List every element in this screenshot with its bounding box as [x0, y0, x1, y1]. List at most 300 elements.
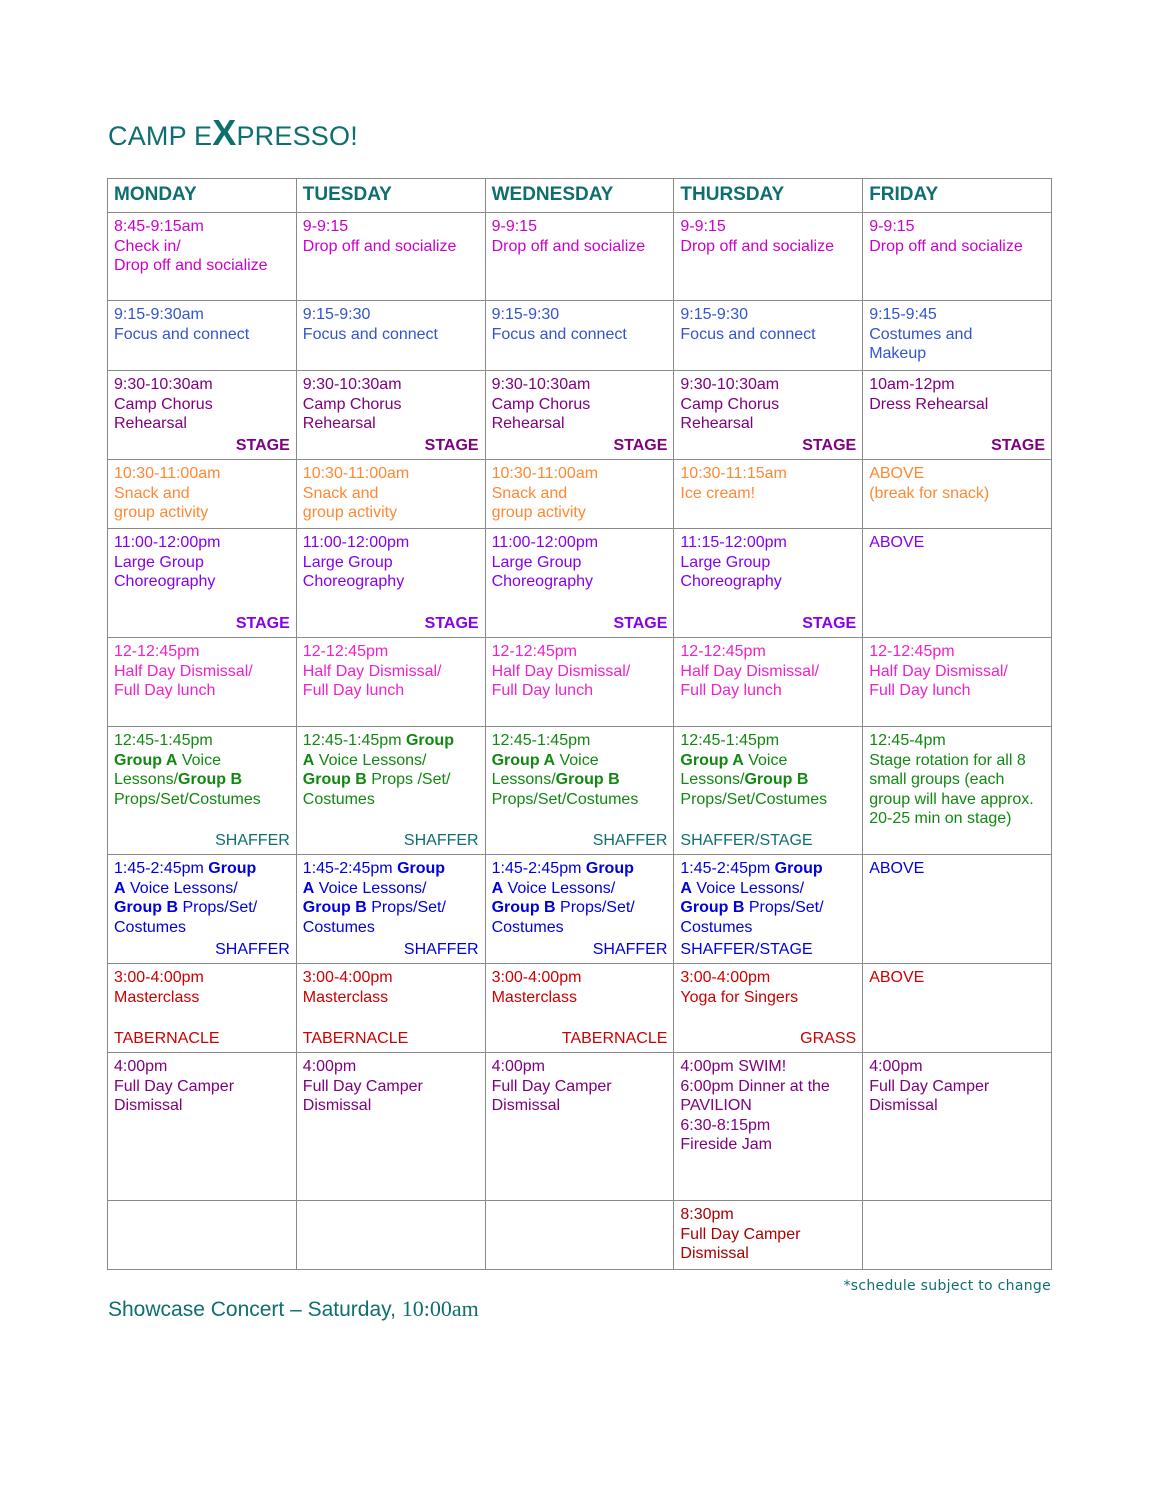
cell-line [303, 770, 479, 790]
cell-line: ABOVE [869, 465, 925, 482]
cell-line: small groups (each [869, 771, 1005, 788]
schedule-cell [296, 964, 485, 1053]
cell-line: Stage rotation for all 8 [869, 751, 1026, 769]
cell-text: Voice [177, 751, 221, 769]
cell-text: 1:45-2:45pm [491, 860, 586, 877]
schedule-cell [863, 964, 1052, 1053]
schedule-cell [863, 371, 1052, 460]
page-title [108, 112, 358, 154]
cell-line: Yoga for Singers [680, 988, 799, 1006]
cell-text: Voice Lessons/ [314, 751, 427, 769]
cell-line: 9:15-9:30 [680, 306, 748, 323]
cell-line: Dress Rehearsal [869, 395, 989, 413]
cell-line: Large Group [491, 553, 582, 571]
cell-line: 8:30pm [680, 1206, 734, 1223]
cell-line: 4:00pm [302, 1058, 357, 1075]
schedule-cell [296, 460, 485, 529]
cell-line: 9-9:15 [491, 218, 537, 235]
cell-text: Costumes [491, 918, 564, 936]
schedule-cell [296, 213, 485, 301]
cell-line: Costumes and [869, 325, 973, 343]
title-part-1: CAMP E [108, 121, 213, 151]
schedule-cell [674, 301, 863, 371]
cell-line: Dismissal [114, 1097, 183, 1114]
cell-text: Group [585, 860, 634, 877]
cell-line: Drop off and socialize [869, 237, 1023, 255]
schedule-cell [485, 371, 674, 460]
schedule-cell [296, 529, 485, 638]
cell-line: Focus and connect [114, 325, 250, 343]
schedule-cell [485, 1201, 674, 1270]
cell-text: 12:45-1:45pm [680, 732, 780, 749]
cell-text: Props/Set/Costumes [114, 790, 261, 808]
schedule-row [108, 460, 1052, 529]
location-label: SHAFFER [592, 831, 668, 849]
cell-text: Voice Lessons/ [691, 879, 805, 897]
schedule-cell [863, 1201, 1052, 1270]
cell-line: Drop off and socialize [302, 237, 457, 255]
cell-line: Full Day lunch [114, 682, 216, 699]
schedule-cell [108, 371, 297, 460]
location-label: STAGE [802, 614, 857, 632]
schedule-cell [296, 855, 485, 964]
schedule-cell [108, 301, 297, 371]
cell-line: ABOVE [869, 534, 925, 551]
cell-line [492, 731, 668, 751]
cell-line [680, 751, 856, 771]
location-label: TABERNACLE [114, 1029, 220, 1047]
cell-text: A [302, 879, 315, 897]
schedule-cell [108, 1053, 297, 1201]
cell-text: Props/Set/ [178, 899, 258, 916]
cell-line: 12-12:45pm [302, 643, 389, 660]
cell-line: Half Day Dismissal/ [680, 662, 820, 680]
cell-line [680, 731, 856, 751]
cell-text: Group B [302, 899, 367, 916]
schedule-cell [863, 529, 1052, 638]
cell-text: A [491, 879, 504, 897]
cell-text: 1:45-2:45pm [302, 860, 398, 877]
cell-line [492, 790, 668, 810]
schedule-cell [485, 964, 674, 1053]
cell-line [303, 751, 479, 771]
cell-line: Dismissal [680, 1245, 749, 1262]
cell-line [680, 859, 856, 879]
cell-line: 9:15-9:30am [114, 306, 204, 323]
cell-line: 9:15-9:45 [869, 306, 937, 323]
cell-text: 12:45-1:45pm [302, 732, 406, 749]
title-part-2: PRESSO! [236, 121, 358, 151]
location-label: STAGE [991, 436, 1045, 454]
cell-line: 11:15-12:00pm [680, 534, 787, 551]
location-label: STAGE [802, 436, 857, 454]
cell-text: Group B [114, 899, 178, 916]
cell-text: Voice [743, 751, 788, 769]
schedule-cell [108, 213, 297, 301]
cell-line [680, 770, 856, 790]
cell-line: Drop off and socialize [491, 237, 646, 255]
cell-line: Dismissal [491, 1097, 561, 1114]
cell-line: Camp Chorus [680, 395, 780, 413]
schedule-cell [108, 529, 297, 638]
cell-line: 10:30-11:00am [302, 465, 410, 482]
cell-text: 12:45-1:45pm [491, 732, 591, 749]
cell-line [680, 790, 856, 810]
cell-line: 9:30-10:30am [491, 376, 591, 393]
schedule-row [108, 371, 1052, 460]
schedule-table [107, 178, 1052, 1270]
schedule-row [108, 1201, 1052, 1270]
schedule-cell [674, 638, 863, 727]
schedule-cell [485, 727, 674, 855]
footer-time: 10:00am [401, 1296, 479, 1321]
location-label: SHAFFER [592, 940, 668, 958]
cell-line: 20-25 min on stage) [869, 810, 1012, 827]
schedule-cell [863, 1053, 1052, 1201]
cell-line: 9-9:15 [869, 218, 915, 235]
cell-text: Voice Lessons/ [503, 879, 616, 897]
cell-line: Rehearsal [302, 415, 376, 432]
location-label: STAGE [424, 436, 479, 454]
cell-line [114, 879, 290, 899]
cell-line: Full Day Camper [491, 1077, 612, 1095]
cell-text: Group B [744, 771, 809, 788]
cell-line: 6:30-8:15pm [680, 1116, 771, 1134]
location-label: STAGE [424, 614, 479, 632]
cell-line [303, 898, 479, 918]
cell-line: Camp Chorus [302, 395, 402, 413]
schedule-cell [674, 964, 863, 1053]
location-label: STAGE [235, 436, 290, 454]
cell-line: (break for snack) [869, 484, 990, 502]
day-header: TUESDAY [296, 179, 485, 213]
cell-text: Group B [302, 771, 367, 788]
location-label: STAGE [235, 614, 290, 632]
cell-line [680, 879, 856, 899]
cell-text: Voice Lessons/ [314, 879, 427, 897]
cell-line: Full Day Camper [680, 1225, 801, 1243]
schedule-cell [296, 301, 485, 371]
cell-text: Costumes [302, 918, 375, 936]
cell-line: Full Day lunch [680, 682, 782, 699]
cell-line: Choreography [680, 573, 782, 590]
schedule-cell [674, 1201, 863, 1270]
cell-line: 3:00-4:00pm [114, 969, 204, 986]
schedule-cell [863, 727, 1052, 855]
cell-line: Large Group [302, 553, 393, 571]
cell-line [680, 918, 856, 938]
schedule-cell [674, 1053, 863, 1201]
schedule-cell [863, 460, 1052, 529]
location-label: STAGE [613, 436, 668, 454]
cell-line: Full Day lunch [491, 682, 593, 699]
cell-line [114, 898, 290, 918]
cell-line: Rehearsal [680, 415, 754, 432]
cell-line: 12-12:45pm [114, 643, 200, 660]
cell-line [114, 770, 290, 790]
cell-line: Masterclass [114, 988, 200, 1006]
cell-line [114, 731, 290, 751]
cell-line: Makeup [869, 345, 927, 362]
schedule-cell [485, 460, 674, 529]
title-x: X [212, 112, 237, 153]
location-label: TABERNACLE [561, 1029, 668, 1047]
cell-line: group activity [491, 504, 586, 521]
schedule-cell [296, 371, 485, 460]
cell-text: Group [397, 860, 446, 877]
cell-text: 1:45-2:45pm [114, 860, 209, 877]
schedule-row [108, 638, 1052, 727]
cell-line: group activity [114, 504, 209, 521]
cell-text: Props /Set/ [366, 771, 451, 788]
cell-line: 9:15-9:30 [302, 306, 371, 323]
cell-line: Full Day Camper [302, 1077, 423, 1095]
schedule-cell [863, 301, 1052, 371]
cell-line: Masterclass [302, 988, 389, 1006]
cell-line: Drop off and socialize [680, 237, 834, 255]
cell-line: 6:00pm Dinner at the [680, 1077, 830, 1095]
location-label: GRASS [800, 1029, 857, 1047]
schedule-cell [108, 964, 297, 1053]
cell-line: 4:00pm [114, 1058, 168, 1075]
schedule-row [108, 1053, 1052, 1201]
cell-text: Group [774, 860, 823, 877]
cell-line: Snack and [114, 484, 190, 502]
cell-line: 9-9:15 [680, 218, 726, 235]
cell-line: Masterclass [491, 988, 577, 1006]
schedule-row [108, 213, 1052, 301]
cell-line: 9:30-10:30am [302, 376, 402, 393]
location-label: SHAFFER/STAGE [680, 940, 813, 958]
cell-line: 11:00-12:00pm [114, 534, 221, 551]
cell-line: group will have approx. [869, 790, 1034, 808]
cell-text: Voice [555, 751, 599, 769]
schedule-cell [485, 638, 674, 727]
cell-line: Choreography [114, 573, 216, 590]
cell-line: 10:30-11:00am [491, 465, 599, 482]
cell-text: A [114, 879, 126, 897]
schedule-cell [674, 529, 863, 638]
footer-text: Showcase Concert – Saturday, [108, 1298, 402, 1321]
cell-text: Props/Set/ [366, 899, 446, 916]
cell-line: 12-12:45pm [869, 643, 955, 660]
cell-line: Camp Chorus [114, 395, 213, 413]
day-header: WEDNESDAY [485, 179, 674, 213]
cell-line: Half Day Dismissal/ [869, 662, 1008, 680]
day-header: FRIDAY [863, 179, 1052, 213]
cell-line [492, 751, 668, 771]
cell-text: Costumes [302, 790, 375, 808]
cell-text: Props/Set/Costumes [680, 790, 828, 808]
cell-text: A [680, 879, 692, 897]
cell-line: ABOVE [869, 860, 925, 877]
schedule-cell [485, 1053, 674, 1201]
cell-line: 12:45-4pm [869, 732, 946, 749]
cell-line: 4:00pm [869, 1058, 923, 1075]
schedule-cell [674, 460, 863, 529]
schedule-row [108, 964, 1052, 1053]
cell-text: A [302, 751, 315, 769]
schedule-cell [108, 855, 297, 964]
schedule-cell [485, 213, 674, 301]
cell-line: 3:00-4:00pm [680, 969, 771, 986]
cell-line: Check in/ [114, 237, 181, 255]
cell-line [303, 859, 479, 879]
schedule-cell [863, 213, 1052, 301]
cell-line [492, 859, 668, 879]
cell-text: Lessons/ [114, 771, 179, 788]
cell-line: 10:30-11:15am [680, 465, 787, 482]
cell-text: Group B [680, 899, 745, 916]
cell-text: Group B [178, 771, 243, 788]
cell-line: 10:30-11:00am [114, 465, 221, 482]
cell-line: Dismissal [869, 1097, 938, 1114]
cell-line: Half Day Dismissal/ [491, 662, 631, 680]
cell-line: Choreography [302, 573, 405, 590]
cell-line: 11:00-12:00pm [302, 534, 410, 551]
cell-text: Props/Set/Costumes [491, 790, 639, 808]
schedule-cell [485, 529, 674, 638]
cell-text: Props/Set/ [744, 899, 824, 916]
schedule-cell [296, 638, 485, 727]
cell-line: Ice cream! [680, 484, 756, 502]
schedule-row [108, 855, 1052, 964]
cell-line: 9:15-9:30 [491, 306, 560, 323]
schedule-cell [485, 855, 674, 964]
schedule-cell [108, 727, 297, 855]
cell-line: 9:30-10:30am [114, 376, 213, 393]
cell-text: Lessons/ [491, 771, 556, 788]
cell-line: Focus and connect [680, 325, 816, 343]
cell-text: 1:45-2:45pm [680, 860, 775, 877]
cell-line: Camp Chorus [491, 395, 591, 413]
location-label: STAGE [613, 614, 668, 632]
cell-line [492, 770, 668, 790]
cell-line [492, 918, 668, 938]
cell-line: Large Group [680, 553, 771, 571]
cell-text: Group A [680, 751, 744, 769]
schedule-cell [674, 855, 863, 964]
cell-line [303, 879, 479, 899]
cell-line: Full Day Camper [869, 1077, 990, 1095]
schedule-cell [674, 213, 863, 301]
cell-line: Large Group [114, 553, 204, 571]
cell-line: 9:30-10:30am [680, 376, 780, 393]
schedule-row [108, 529, 1052, 638]
cell-line [303, 918, 479, 938]
cell-line: ABOVE [869, 969, 925, 986]
cell-line: 8:45-9:15am [114, 218, 204, 235]
cell-line: 11:00-12:00pm [491, 534, 599, 551]
cell-line [114, 918, 290, 938]
cell-text: Group A [491, 751, 555, 769]
schedule-cell [674, 371, 863, 460]
cell-line: Half Day Dismissal/ [114, 662, 253, 680]
schedule-cell [108, 460, 297, 529]
schedule-cell [485, 301, 674, 371]
cell-line [114, 859, 290, 879]
cell-line [303, 731, 479, 751]
cell-line: Drop off and socialize [114, 257, 268, 274]
schedule-row [108, 727, 1052, 855]
cell-line: 10am-12pm [869, 376, 955, 393]
schedule-row [108, 301, 1052, 371]
cell-line: 4:00pm SWIM! [680, 1058, 787, 1075]
schedule-body [108, 213, 1052, 1270]
cell-line: Full Day lunch [869, 682, 971, 699]
cell-line [492, 898, 668, 918]
cell-line: 3:00-4:00pm [491, 969, 582, 986]
cell-line: 12-12:45pm [491, 643, 577, 660]
schedule-cell [296, 1053, 485, 1201]
cell-line [114, 790, 290, 810]
cell-line: Full Day lunch [302, 682, 405, 699]
cell-text: Voice Lessons/ [125, 879, 238, 897]
header-row [108, 179, 1052, 213]
schedule-cell [296, 1201, 485, 1270]
cell-line: Fireside Jam [680, 1136, 772, 1153]
schedule-cell [296, 727, 485, 855]
cell-text: Group [405, 732, 454, 749]
cell-text: Group B [555, 771, 620, 788]
location-label: SHAFFER [403, 831, 479, 849]
schedule-cell [108, 638, 297, 727]
day-header: MONDAY [108, 179, 297, 213]
cell-line: Rehearsal [491, 415, 565, 432]
showcase-footer [108, 1296, 479, 1322]
cell-text: Costumes [680, 918, 753, 936]
day-header: THURSDAY [674, 179, 863, 213]
schedule-note: *schedule subject to change [843, 1278, 1051, 1294]
location-label: SHAFFER/STAGE [680, 831, 813, 849]
cell-line: Rehearsal [114, 415, 187, 432]
cell-line: PAVILION [680, 1097, 752, 1114]
cell-line: Choreography [491, 573, 593, 590]
cell-line: Half Day Dismissal/ [302, 662, 442, 680]
cell-line: group activity [302, 504, 398, 521]
cell-line [680, 898, 856, 918]
cell-line: 9-9:15 [302, 218, 349, 235]
cell-line: Snack and [302, 484, 379, 502]
location-label: TABERNACLE [302, 1029, 409, 1047]
cell-text: Lessons/ [680, 771, 745, 788]
cell-line: 3:00-4:00pm [302, 969, 393, 986]
cell-line [114, 751, 290, 771]
schedule-cell [108, 1201, 297, 1270]
cell-text: Group B [491, 899, 556, 916]
schedule-cell [863, 638, 1052, 727]
cell-line [492, 879, 668, 899]
cell-text: Costumes [114, 918, 187, 936]
cell-line [303, 790, 479, 810]
cell-line: Snack and [491, 484, 568, 502]
cell-line: Focus and connect [491, 325, 627, 343]
schedule-cell [863, 855, 1052, 964]
schedule-cell [674, 727, 863, 855]
cell-line: Dismissal [302, 1097, 372, 1114]
cell-text: Group A [114, 751, 178, 769]
location-label: SHAFFER [215, 831, 290, 849]
cell-line: 4:00pm [491, 1058, 545, 1075]
cell-line: 12-12:45pm [680, 643, 766, 660]
cell-text: Props/Set/ [555, 899, 635, 916]
cell-text: Group [208, 860, 257, 877]
cell-line: Focus and connect [302, 325, 438, 343]
cell-text: 12:45-1:45pm [114, 732, 213, 749]
cell-line: Full Day Camper [114, 1077, 235, 1095]
location-label: SHAFFER [403, 940, 479, 958]
location-label: SHAFFER [215, 940, 290, 958]
